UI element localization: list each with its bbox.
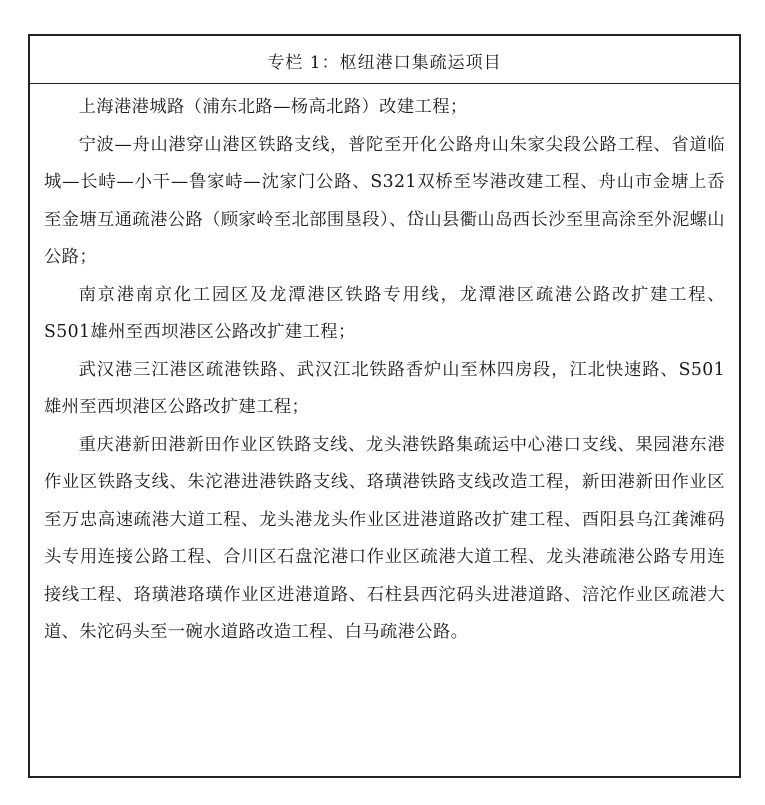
box-title: 专栏 1：枢纽港口集疏运项目 — [30, 36, 739, 84]
paragraph-chongqing: 重庆港新田港新田作业区铁路支线、龙头港铁路集疏运中心港口支线、果园港东港作业区铁路支线、朱沱港进港铁路支线、珞璜港铁路支线改造工程，新田港新田作业区至万忠高速疏港大道工程、龙头港龙头作业区进港道路改扩建工程、酉阳县乌江龚滩码头专用连接公路工程、合川区石盘沱港口作业区疏港大道工程、龙头港疏港公路专用连接线工程、珞璜港珞璜作业区进港道路、石柱县西沱码头进港道路、涪沱作业区疏港大道、朱沱码头至一碗水道路改造工程、白马疏港公路。 — [44, 434, 725, 642]
paragraph-nanjing: 南京港南京化工园区及龙潭港区铁路专用线，龙潭港区疏港公路改扩建工程、S501雄州至西坝港区公路改扩建工程； — [44, 284, 725, 342]
paragraph-ningbo-zhoushan: 宁波—舟山港穿山港区铁路支线，普陀至开化公路舟山朱家尖段公路工程、省道临城—长峙—小干—鲁家峙—沈家门公路、S321双桥至岑港改建工程、舟山市金塘上岙至金塘互通疏港公路（顾家岭至北部围垦段）、岱山县衢山岛西长沙至里高涂至外泥螺山公路； — [44, 134, 725, 267]
paragraph-wuhan: 武汉港三江港区疏港铁路、武汉江北铁路香炉山至林四房段，江北快速路、S501雄州至西坝港区公路改扩建工程； — [44, 359, 725, 417]
paragraph-shanghai: 上海港港城路（浦东北路—杨高北路）改建工程； — [78, 97, 468, 117]
project-box — [28, 34, 741, 778]
box-content — [30, 84, 739, 652]
